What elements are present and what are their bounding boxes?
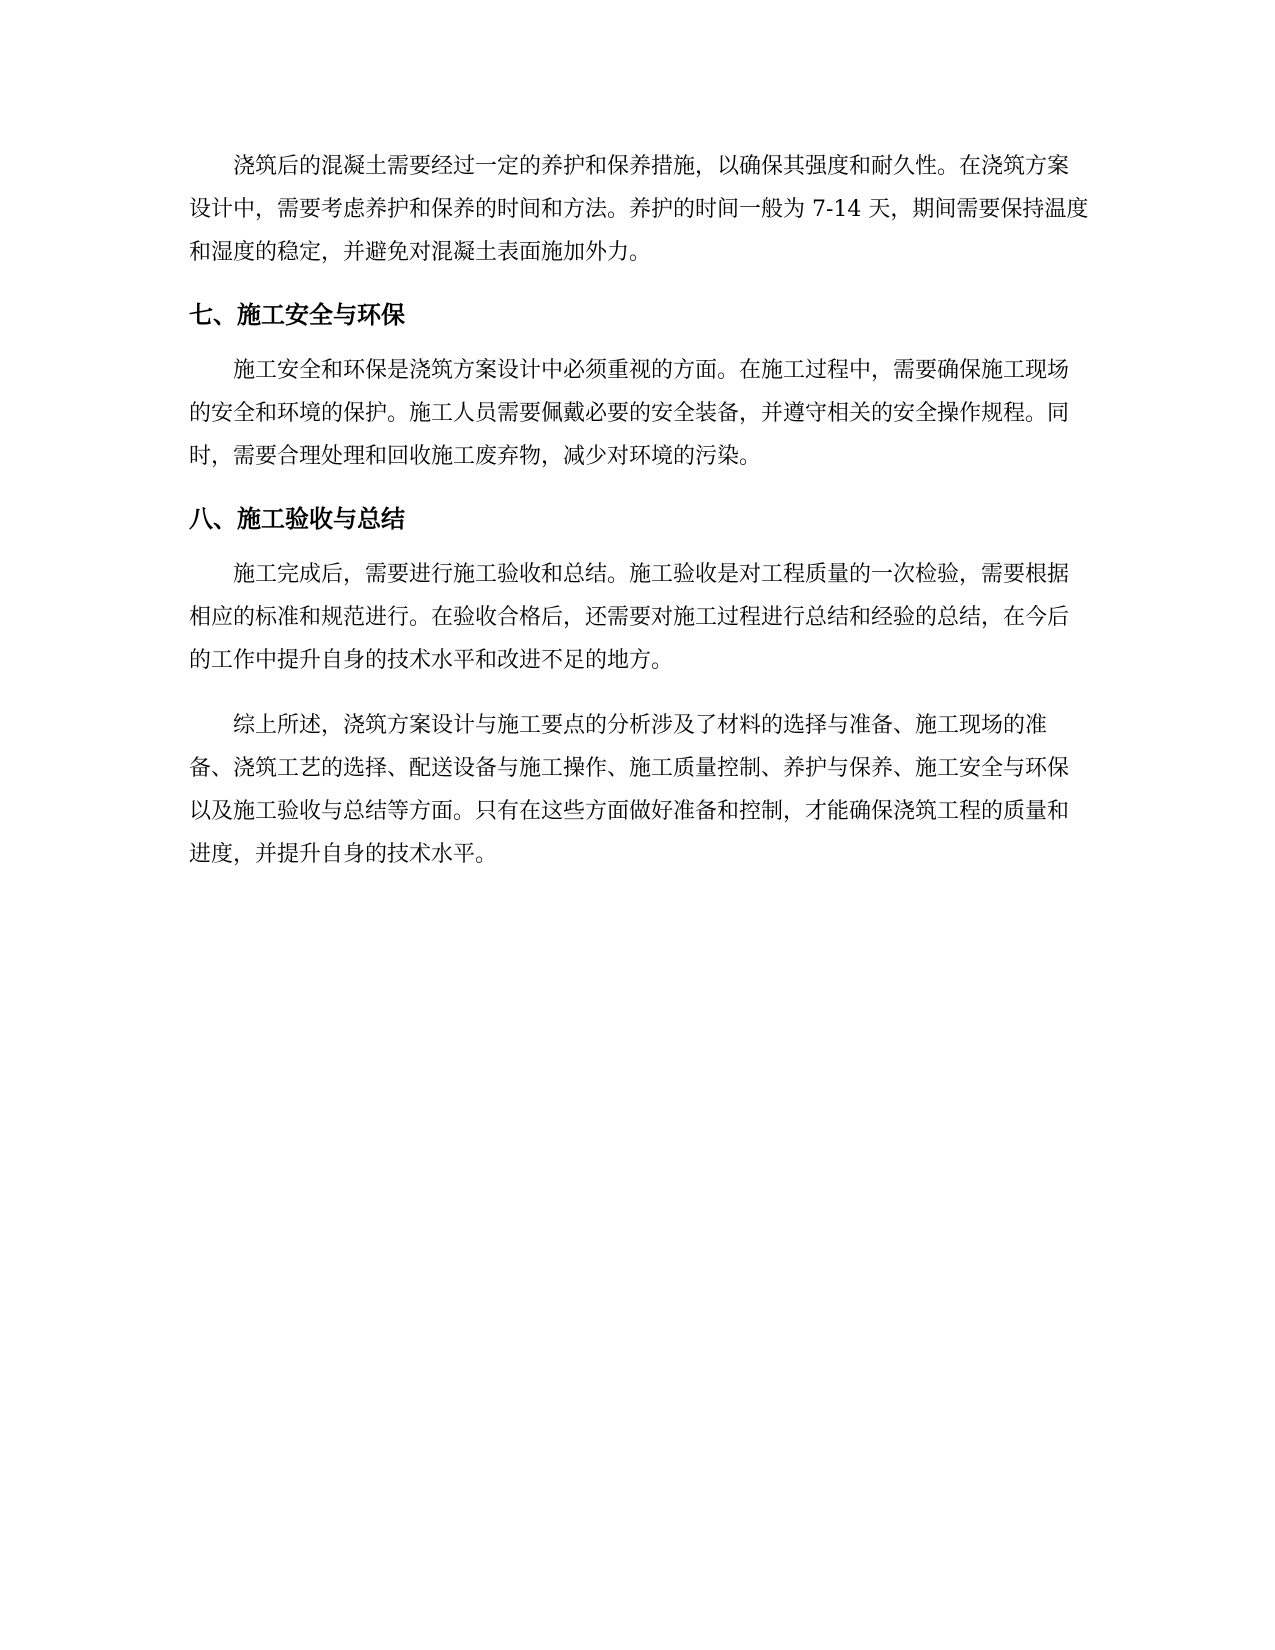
paragraph-safety-environment: 施工安全和环保是浇筑方案设计中必须重视的方面。在施工过程中，需要确保施工现场的安全和环境的保护。施工人员需要佩戴必要的安全装备，并遵守相关的安全操作规程。同时，需要合理处理和回收施工废弃物，减少对环境的污染。 [189, 358, 1070, 469]
document-body [189, 145, 1089, 876]
paragraph-acceptance-summary: 施工完成后，需要进行施工验收和总结。施工验收是对工程质量的一次检验，需要根据相应的标准和规范进行。在验收合格后，还需要对施工过程进行总结和经验的总结，在今后的工作中提升自身的技术水平和改进不足的地方。 [189, 562, 1070, 673]
paragraph-conclusion: 综上所述，浇筑方案设计与施工要点的分析涉及了材料的选择与准备、施工现场的准备、浇筑工艺的选择、配送设备与施工操作、施工质量控制、养护与保养、施工安全与环保以及施工验收与总结等方面。只有在这些方面做好准备和控制，才能确保浇筑工程的质量和进度，并提升自身的技术水平。 [189, 713, 1070, 867]
paragraph-curing: 浇筑后的混凝土需要经过一定的养护和保养措施，以确保其强度和耐久性。在浇筑方案设计中，需要考虑养护和保养的时间和方法。养护的时间一般为 7-14 天，期间需要保持温度和湿度的稳定，并避免对混凝土表面施加外力。 [189, 154, 1089, 265]
heading-safety-environment: 七、施工安全与环保 [189, 301, 405, 329]
heading-acceptance-summary: 八、施工验收与总结 [189, 505, 405, 533]
